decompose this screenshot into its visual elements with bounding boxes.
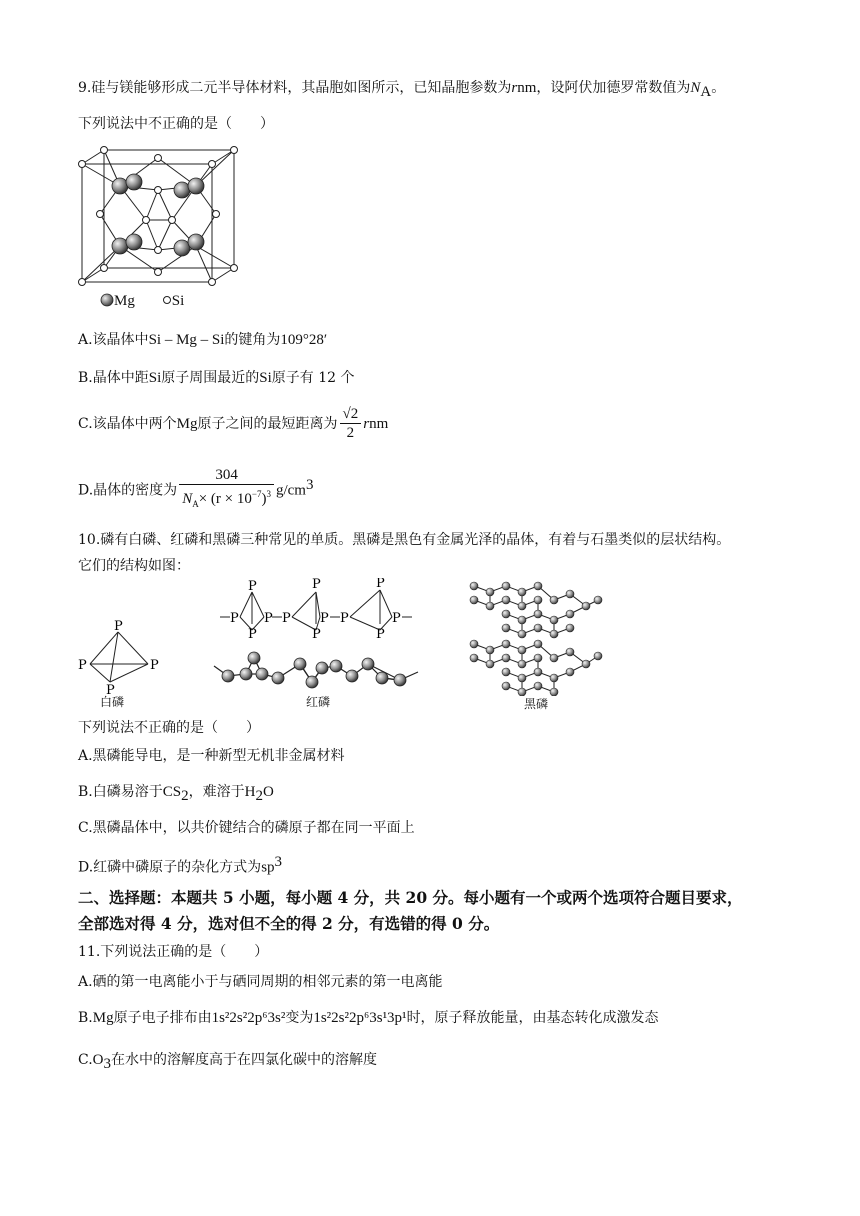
- svg-text:P: P: [312, 578, 321, 592]
- q11-option-a: A.硒的第一电离能小于与硒同周期的相邻元素的第一电离能: [78, 974, 443, 990]
- svg-text:P: P: [320, 611, 329, 626]
- q9-option-d: D.晶体的密度为 $\frac{304}{N_A\times (r \times 10^{-7})^3}$ $g/cm^3$: [78, 467, 314, 510]
- si-atom-icon: [162, 295, 172, 305]
- q9-stem-line2: 下列说法中不正确的是（ ）: [78, 116, 274, 132]
- section2-heading-line1: 二、选择题：本题共 5 小题，每小题 4 分，共 20 分。每小题有一个或两个选项符合题目要求，: [78, 888, 743, 907]
- p-label: P: [114, 619, 123, 634]
- q10-option-d: D.红磷中磷原子的杂化方式为$sp^3$: [78, 854, 283, 876]
- white-phosphorus-diagram: [74, 618, 170, 698]
- black-phosphorus-diagram: [466, 578, 606, 696]
- q10-option-a: A.黑磷能导电，是一种新型无机非金属材料: [78, 748, 345, 764]
- p-label: P: [150, 658, 159, 673]
- svg-text:P: P: [312, 627, 321, 642]
- p-label: P: [78, 658, 87, 673]
- q10-option-b: B.白磷易溶于$CS_2$，难溶于$H_2O$: [78, 784, 274, 804]
- q9-option-a: A.该晶体中Si – Mg – Si的键角为109°28′: [78, 332, 328, 348]
- q9-stem-line1: 9.硅与镁能够形成二元半导体材料，其晶胞如图所示，已知晶胞参数为rnm，设阿伏加德罗常数值为$N_A$。: [78, 80, 726, 100]
- q10-stem-line3: 下列说法不正确的是（ ）: [78, 720, 260, 736]
- section2-heading-line2: 全部选对得 4 分，选对但不全的得 2 分，有选错的得 0 分。: [78, 914, 500, 933]
- q11-option-b: B.Mg原子电子排布由1s²2s²2p⁶3s²变为1s²2s²2p⁶3s¹3p¹时，原子释放能量，由基态转化成激发态: [78, 1010, 659, 1026]
- q10-stem-line1: 10.磷有白磷、红磷和黑磷三种常见的单质。黑磷是黑色有金属光泽的晶体，有着与石墨类似的层状结构。: [78, 532, 731, 548]
- p-label: P: [106, 683, 115, 698]
- svg-text:P: P: [376, 627, 385, 642]
- q11-stem: 11.下列说法正确的是（ ）: [78, 944, 269, 960]
- white-phosphorus-label: 白磷: [100, 695, 125, 709]
- red-phosphorus-label: 红磷: [306, 695, 331, 709]
- black-phosphorus-label: 黑磷: [524, 697, 549, 711]
- q11-option-c: $C.O_3$在水中的溶解度高于在四氯化碳中的溶解度: [78, 1052, 378, 1072]
- q9-option-b: B.晶体中距Si原子周围最近的Si原子有 12 个: [78, 370, 355, 386]
- svg-text:P: P: [392, 611, 401, 626]
- svg-text:P: P: [248, 627, 257, 642]
- crystal-cell-diagram: [76, 142, 246, 312]
- svg-text:P: P: [282, 611, 291, 626]
- crystal-legend: Mg Si: [100, 291, 184, 311]
- svg-text:P: P: [264, 611, 273, 626]
- svg-text:P: P: [248, 579, 257, 594]
- q9-option-c: C.该晶体中两个Mg原子之间的最短距离为 $\frac{√2}{2}$ rnm: [78, 405, 389, 441]
- svg-text:P: P: [340, 611, 349, 626]
- q10-stem-line2: 它们的结构如图：: [78, 558, 190, 574]
- red-phosphorus-diagram: [206, 578, 430, 694]
- svg-text:P: P: [376, 578, 385, 591]
- svg-text:P: P: [230, 611, 239, 626]
- mg-atom-icon: [100, 293, 114, 307]
- q10-option-c: C.黑磷晶体中，以共价键结合的磷原子都在同一平面上: [78, 820, 415, 836]
